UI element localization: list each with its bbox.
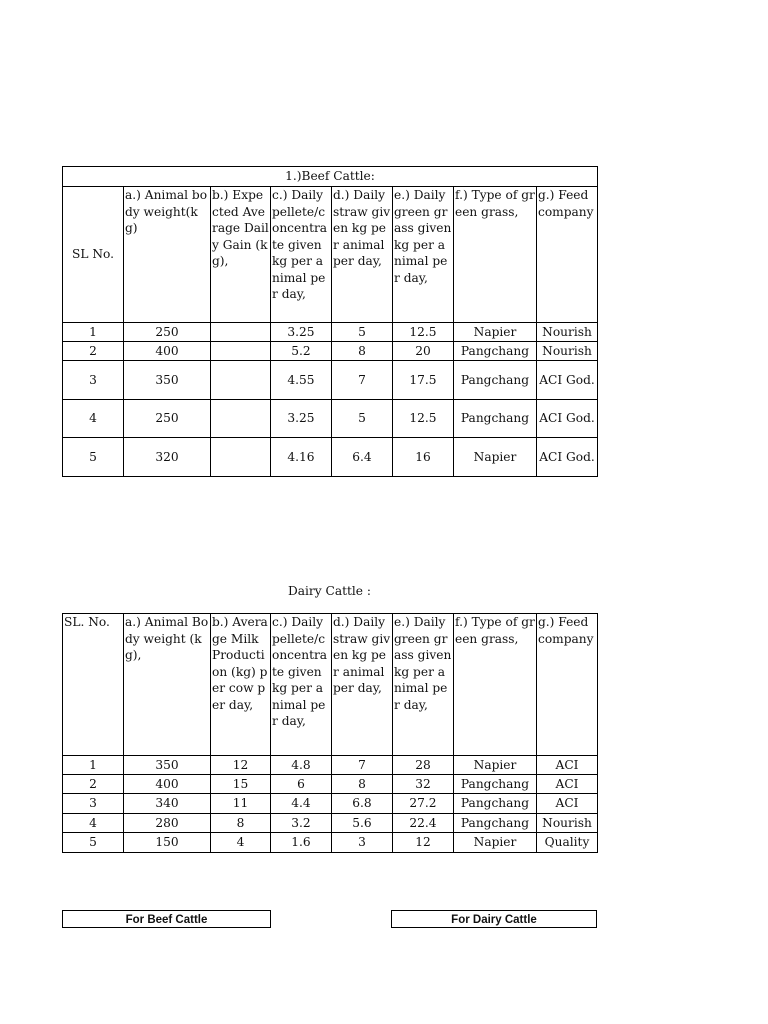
beef-cell-f: Pangchang [454,342,537,361]
beef-cell-b [211,323,271,342]
table-row [63,775,598,794]
table-row [63,361,598,400]
dairy-cell-b: 12 [211,756,271,775]
dairy-cell-e: 32 [393,775,454,794]
dairy-header-sl: SL. No. [63,614,124,756]
dairy-cell-sl: 3 [63,794,124,814]
dairy-cell-b: 4 [211,833,271,853]
beef-header-row [63,187,598,323]
dairy-cell-a: 400 [124,775,211,794]
dairy-cell-f: Pangchang [454,794,537,814]
beef-cell-a: 400 [124,342,211,361]
beef-cell-d: 5 [332,400,393,438]
dairy-cell-d: 8 [332,775,393,794]
beef-cell-sl: 3 [63,361,124,400]
beef-cell-sl: 5 [63,438,124,477]
dairy-cell-f: Pangchang [454,775,537,794]
beef-cell-e: 20 [393,342,454,361]
dairy-header-g: g.) Feed company [537,614,598,756]
dairy-cell-c: 4.4 [271,794,332,814]
beef-cell-a: 250 [124,400,211,438]
table-row [63,756,598,775]
dairy-cell-a: 340 [124,794,211,814]
beef-header-g: g.) Feed company [537,187,598,323]
dairy-cell-d: 7 [332,756,393,775]
dairy-header-e: e.) Daily green grass given kg per animal per day, [393,614,454,756]
beef-cell-c: 4.55 [271,361,332,400]
beef-header-a: a.) Animal body weight(kg) [124,187,211,323]
table-row [63,323,598,342]
dairy-cattle-table [62,613,598,853]
dairy-cell-sl: 4 [63,814,124,833]
dairy-cell-d: 5.6 [332,814,393,833]
beef-title-row [63,167,598,187]
dairy-cell-e: 28 [393,756,454,775]
dairy-header-d: d.) Daily straw given kg per animal per day, [332,614,393,756]
dairy-cell-e: 22.4 [393,814,454,833]
dairy-cell-c: 1.6 [271,833,332,853]
dairy-cell-g: Nourish [537,814,598,833]
beef-cell-e: 16 [393,438,454,477]
beef-cell-a: 250 [124,323,211,342]
beef-cell-d: 6.4 [332,438,393,477]
dairy-cell-f: Pangchang [454,814,537,833]
dairy-cell-a: 150 [124,833,211,853]
beef-cell-f: Pangchang [454,400,537,438]
dairy-cell-d: 3 [332,833,393,853]
beef-cell-g: Nourish [537,342,598,361]
beef-header-f: f.) Type of green grass, [454,187,537,323]
dairy-cell-e: 12 [393,833,454,853]
dairy-header-a: a.) Animal Body weight (kg), [124,614,211,756]
beef-header-sl: SL No. [63,187,124,323]
dairy-cell-g: ACI [537,756,598,775]
dairy-cell-b: 15 [211,775,271,794]
table-row [63,814,598,833]
dairy-header-f: f.) Type of green grass, [454,614,537,756]
beef-cell-g: Nourish [537,323,598,342]
dairy-header-row [63,614,598,756]
beef-cell-sl: 1 [63,323,124,342]
beef-header-d: d.) Daily straw given kg per animal per day, [332,187,393,323]
beef-cell-c: 3.25 [271,400,332,438]
dairy-cell-sl: 5 [63,833,124,853]
dairy-cell-c: 6 [271,775,332,794]
beef-cell-e: 12.5 [393,400,454,438]
dairy-cell-b: 8 [211,814,271,833]
beef-cell-c: 5.2 [271,342,332,361]
beef-cell-b [211,361,271,400]
dairy-cell-sl: 1 [63,756,124,775]
beef-cell-e: 12.5 [393,323,454,342]
dairy-cattle-label: For Dairy Cattle [391,910,597,928]
dairy-cell-e: 27.2 [393,794,454,814]
beef-cell-c: 4.16 [271,438,332,477]
dairy-cell-d: 6.8 [332,794,393,814]
dairy-cell-c: 3.2 [271,814,332,833]
table-row [63,833,598,853]
dairy-cell-sl: 2 [63,775,124,794]
beef-cell-d: 8 [332,342,393,361]
beef-cell-e: 17.5 [393,361,454,400]
beef-cell-c: 3.25 [271,323,332,342]
dairy-cell-f: Napier [454,833,537,853]
beef-cell-a: 320 [124,438,211,477]
dairy-table-title: Dairy Cattle : [288,584,371,598]
beef-cattle-label: For Beef Cattle [62,910,271,928]
table-row [63,438,598,477]
table-row [63,794,598,814]
beef-cell-b [211,342,271,361]
table-row [63,342,598,361]
dairy-cell-g: Quality [537,833,598,853]
beef-cell-g: ACI God. [537,400,598,438]
beef-table-title: 1.)Beef Cattle: [63,167,598,187]
beef-cell-sl: 2 [63,342,124,361]
beef-cell-f: Pangchang [454,361,537,400]
beef-header-b: b.) Expected Average Daily Gain (kg), [211,187,271,323]
beef-cell-a: 350 [124,361,211,400]
beef-cell-f: Napier [454,438,537,477]
dairy-cell-a: 350 [124,756,211,775]
beef-header-e: e.) Daily green grass given kg per animal per day, [393,187,454,323]
beef-cell-f: Napier [454,323,537,342]
dairy-cell-f: Napier [454,756,537,775]
dairy-cell-g: ACI [537,775,598,794]
beef-cell-d: 5 [332,323,393,342]
beef-cell-b [211,400,271,438]
beef-cell-g: ACI God. [537,438,598,477]
dairy-cell-g: ACI [537,794,598,814]
beef-header-c: c.) Daily pellete/concentrate given kg per animal per day, [271,187,332,323]
table-row [63,400,598,438]
dairy-cell-b: 11 [211,794,271,814]
beef-cell-g: ACI God. [537,361,598,400]
dairy-cell-a: 280 [124,814,211,833]
dairy-header-b: b.) Average Milk Production (kg) per cow per day, [211,614,271,756]
dairy-header-c: c.) Daily pellete/concentrate given kg per animal per day, [271,614,332,756]
beef-cattle-table [62,166,598,477]
beef-cell-d: 7 [332,361,393,400]
beef-cell-sl: 4 [63,400,124,438]
beef-cell-b [211,438,271,477]
dairy-cell-c: 4.8 [271,756,332,775]
